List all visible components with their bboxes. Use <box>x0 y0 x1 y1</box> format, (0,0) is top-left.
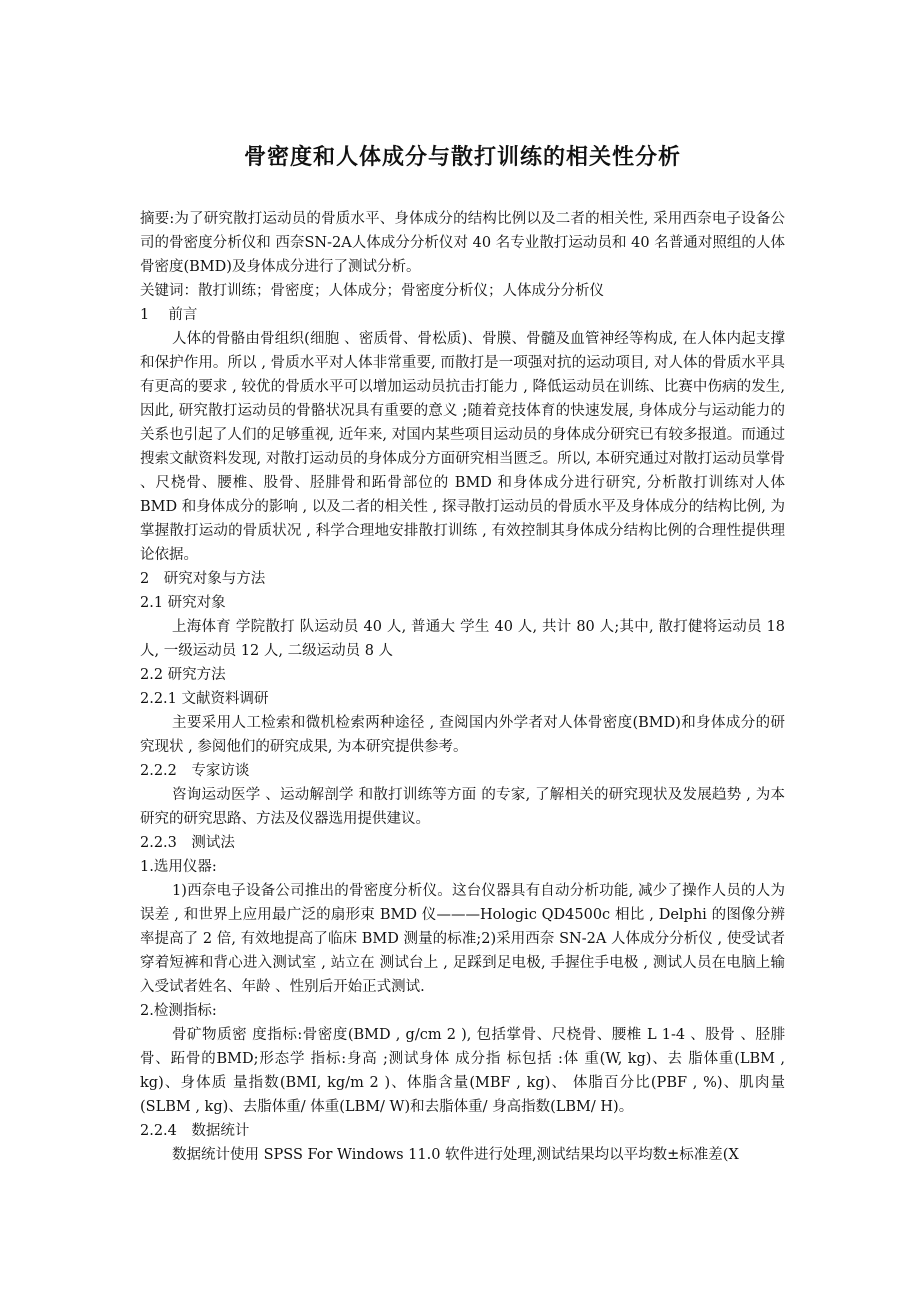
section-2-2-4-paragraph: 数据统计使用 SPSS For Windows 11.0 软件进行处理,测试结果均以平均数±标准差(X <box>172 1147 739 1163</box>
section-2-2-1-heading: 2.2.1 文献资料调研 <box>140 691 269 707</box>
document-title: 骨密度和人体成分与散打训练的相关性分析 <box>243 145 681 170</box>
instrument-paragraph: 1)西奈电子设备公司推出的骨密度分析仪。这台仪器具有自动分析功能, 减少了操作人员的人为误差 , 和世界上应用最广泛的扇形束 BMD 仪———Hologic QD4500c 相比 , Delphi 的图像分辨率提高了 2 倍, 有效地提高了临床 BMD 测量的标准;2)采用西奈 SN-2A 人体成分分析仪 , 使受试者穿着短裤和背心进入测试室 , 站立在 测试台上 , 足踩到足电极, 手握住手电极 , 测试人员在电脑上输入受试者姓名、年龄 、性别后开始正式测试. <box>140 883 785 995</box>
section-2-2-1-paragraph: 主要采用人工检索和微机检索两种途径 , 查阅国内外学者对人体骨密度(BMD)和身体成分的研究现状 , 参阅他们的研究成果, 为本研究提供参考。 <box>140 715 785 755</box>
index-heading: 2.检测指标: <box>140 1003 217 1019</box>
section-2-2-4-heading: 2.2.4 数据统计 <box>140 1123 250 1139</box>
section-2-heading: 2 研究对象与方法 <box>140 571 266 587</box>
keywords-line: 关键词：散打训练；骨密度；人体成分；骨密度分析仪；人体成分分析仪 <box>140 283 604 299</box>
section-2-2-2-heading: 2.2.2 专家访谈 <box>140 763 250 779</box>
section-1-paragraph: 人体的骨骼由骨组织(细胞 、密质骨、骨松质)、骨膜、骨髓及血管神经等构成, 在人体内起支撑和保护作用。所以 , 骨质水平对人体非常重要, 而散打是一项强对抗的运动项目, 对人体的骨质水平具有更高的要求 , 较优的骨质水平可以增加运动员抗击打能力 , 降低运动员在训练、比赛中伤病的发生, 因此, 研究散打运动员的骨骼状况具有重要的意义 ;随着竞技体育的快速发展, 身体成分与运动能力的关系也引起了人们的足够重视, 近年来, 对国内某些项目运动员的身体成分研究已有较多报道。而通过搜索文献资料发现, 对散打运动员的身体成分方面研究相当匮乏。所以, 本研究通过对散打运动员掌骨 、尺桡骨、腰椎、股骨、胫腓骨和跖骨部位的 BMD 和身体成分进行研究, 分析散打训练对人体 BMD 和身体成分的影响 , 以及二者的相关性 , 探寻散打运动员的骨质水平及身体成分的结构比例, 为掌握散打运动的骨质状况 , 科学合理地安排散打训练 , 有效控制其身体成分结构比例的合理性提供理论依据。 <box>140 331 785 563</box>
section-2-2-heading: 2.2 研究方法 <box>140 667 226 683</box>
section-2-1-paragraph: 上海体育 学院散打 队运动员 40 人, 普通大 学生 40 人, 共计 80 人;其中, 散打健将运动员 18 人, 一级运动员 12 人, 二级运动员 8 人 <box>140 619 785 659</box>
section-2-2-3-heading: 2.2.3 测试法 <box>140 835 235 851</box>
index-paragraph: 骨矿物质密 度指标:骨密度(BMD , g/cm 2 ), 包括掌骨、尺桡骨、腰椎 L 1-4 、股骨 、胫腓骨、跖骨的BMD;形态学 指标:身高 ;测试身体 成分指 标包括 :体 重(W, kg)、去 脂体重(LBM , kg)、身体质 量指数(BMI, kg/m 2 )、体脂含量(MBF , kg)、 体脂百分比(PBF , %)、肌肉量(SLBM , kg)、去脂体重/ 体重(LBM/ W)和去脂体重/ 身高指数(LBM/ H)。 <box>140 1027 785 1115</box>
section-2-1-heading: 2.1 研究对象 <box>140 595 226 611</box>
section-1-heading: 1 前言 <box>140 307 198 323</box>
abstract-paragraph: 摘要:为了研究散打运动员的骨质水平、身体成分的结构比例以及二者的相关性, 采用西奈电子设备公司的骨密度分析仪和 西奈SN-2A人体成分分析仪对 40 名专业散打运动员和 40 名普通对照组的人体骨密度(BMD)及身体成分进行了测试分析。 <box>140 211 785 275</box>
section-2-2-2-paragraph: 咨询运动医学 、运动解剖学 和散打训练等方面 的专家, 了解相关的研究现状及发展趋势 , 为本研究的研究思路、方法及仪器选用提供建议。 <box>140 787 785 827</box>
instrument-heading: 1.选用仪器: <box>140 859 217 875</box>
document-page <box>140 140 785 1167</box>
